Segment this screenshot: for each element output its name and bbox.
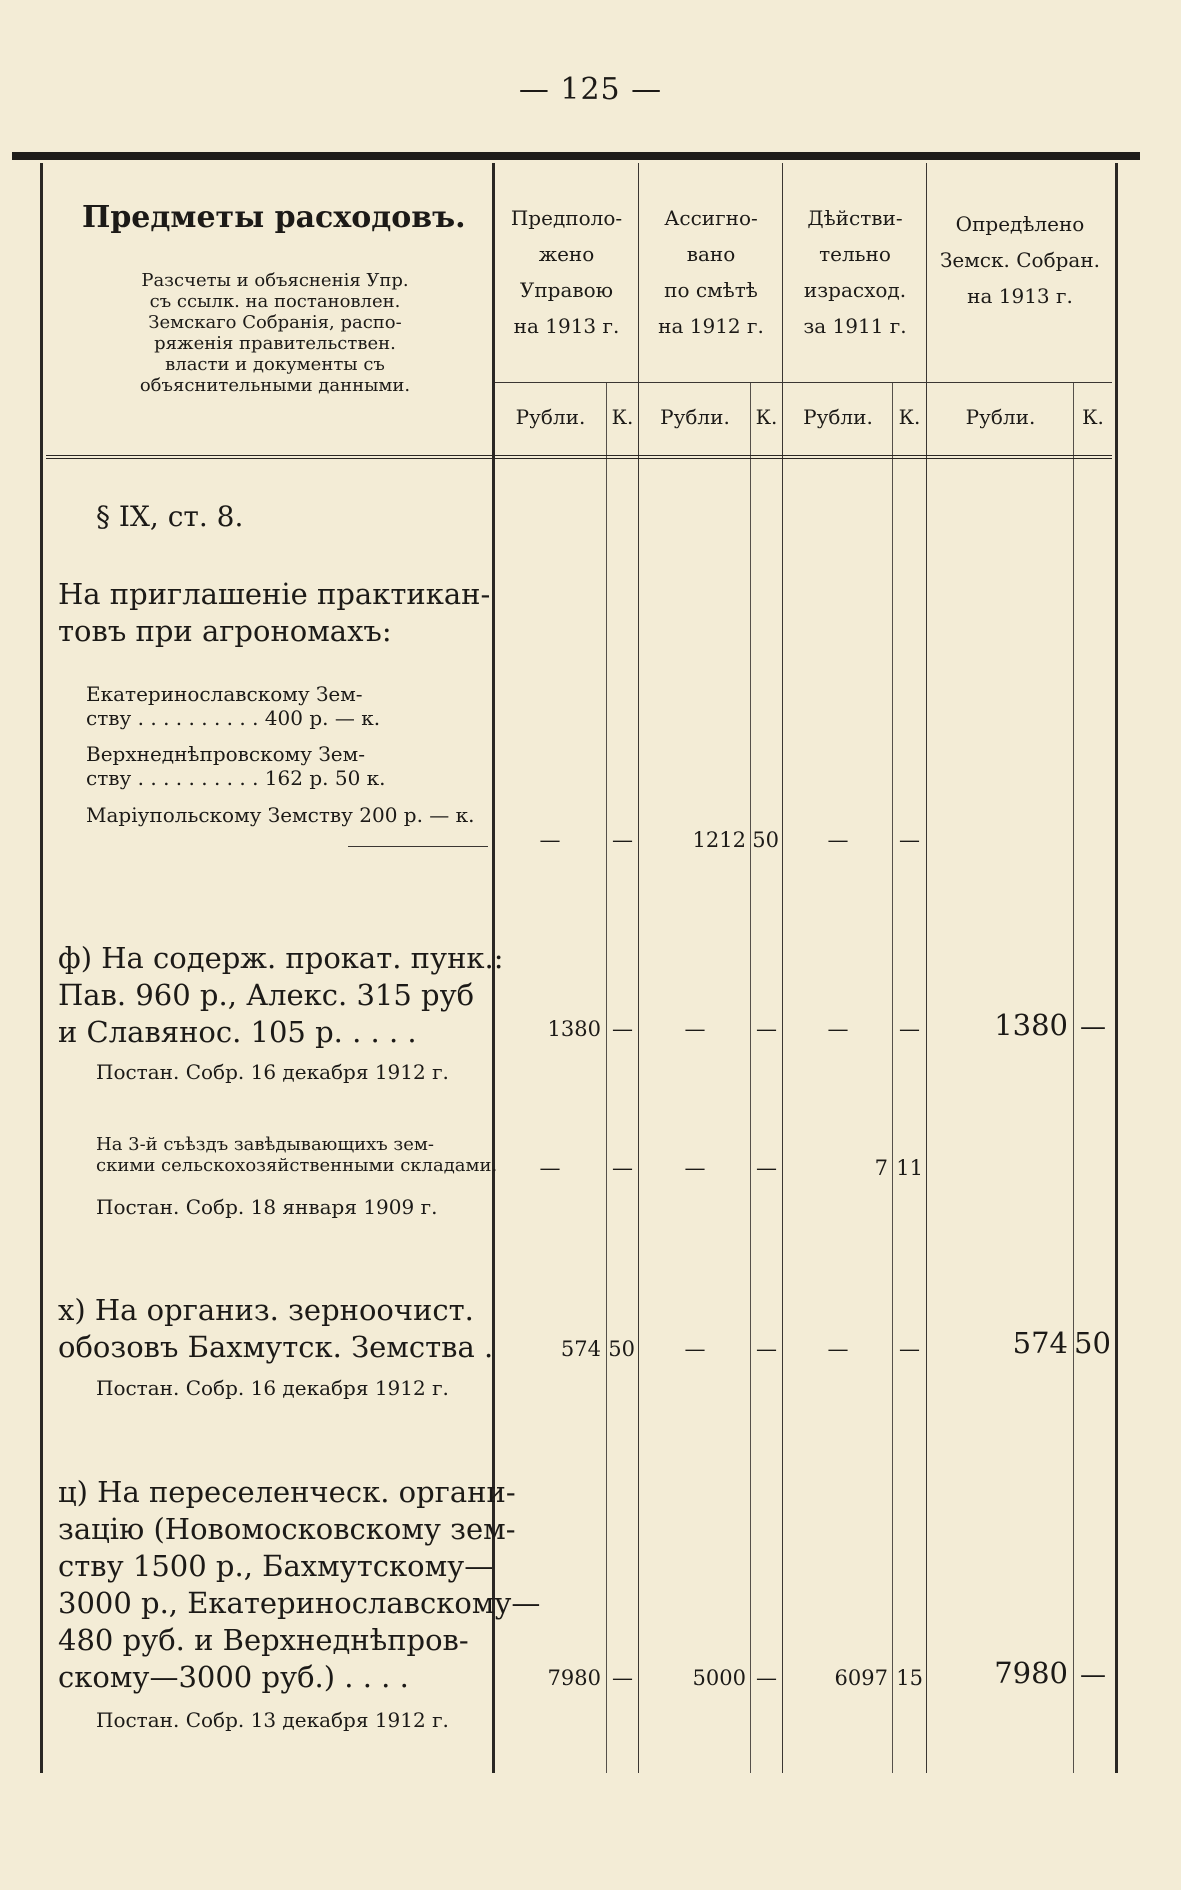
item2-proposed-rub: 1380 bbox=[547, 1017, 601, 1041]
kop-divider-2 bbox=[750, 382, 751, 1773]
item4-spent-rub: — bbox=[827, 1337, 849, 1361]
item1-proposed-rub: — bbox=[539, 828, 561, 852]
item2-determined-rub: 1380 bbox=[994, 1008, 1068, 1042]
column-header-spent: Дѣйстви- тельно израсход. за 1911 г. bbox=[803, 206, 907, 338]
unit-kop-2: К. bbox=[755, 405, 778, 429]
kop-divider-3 bbox=[892, 382, 893, 1773]
item1-assigned-kop: 50 bbox=[752, 828, 779, 852]
item4-assigned-rub: — bbox=[684, 1337, 706, 1361]
item2-spent-rub: — bbox=[827, 1017, 849, 1041]
item4-proposed-rub: 574 bbox=[560, 1337, 601, 1361]
item1-line: Екатеринославскому Зем- bbox=[86, 682, 363, 706]
header-subrule bbox=[495, 382, 1112, 383]
column-subtitle-items: Разсчеты и объясненія Упр. съ ссылк. на постановлен. Земскаго Собранія, распо- ряженія правительствен. власти и документы съ объяснительными данными. bbox=[139, 270, 411, 396]
page-number: — 125 — bbox=[518, 72, 663, 107]
section-heading: § IX, ст. 8. bbox=[96, 500, 244, 533]
item1-title: На приглашеніе практикан- товъ при агрономахъ: bbox=[58, 577, 491, 648]
item3-spent-kop: 11 bbox=[896, 1156, 923, 1180]
item5-spent-rub: 6097 bbox=[834, 1666, 888, 1690]
item4-determined-rub: 574 bbox=[1012, 1326, 1068, 1360]
kop-divider-4 bbox=[1073, 382, 1074, 1773]
header-bottom-rule bbox=[46, 455, 1112, 459]
item5-title: ц) На переселенческ. органи- зацію (Новомосковскому зем- ству 1500 р., Бахмутскому— 3000 р., Екатеринославскому— 480 руб. и Верхнеднѣпров- скому—3000 руб.) . . . . bbox=[58, 1475, 541, 1694]
item4-spent-kop: — bbox=[899, 1337, 920, 1361]
item1-line: ству . . . . . . . . . . 162 р. 50 к. bbox=[86, 766, 386, 790]
item4-title: х) На организ. зерноочист. обозовъ Бахмутск. Земства . bbox=[58, 1293, 494, 1364]
column-divider-1 bbox=[638, 163, 639, 1773]
item1-line: Верхнеднѣпровскому Зем- bbox=[86, 742, 365, 766]
item2-title: ф) На содерж. прокат. пунк.: Пав. 960 р., Алекс. 315 руб и Славянос. 105 р. . . . . bbox=[58, 941, 504, 1049]
item2-determined-kop: — bbox=[1080, 1012, 1106, 1042]
item1-sum-rule bbox=[348, 846, 488, 847]
item1-spent-rub: — bbox=[827, 828, 849, 852]
column-header-assigned: Ассигно- вано по смѣтѣ на 1912 г. bbox=[658, 206, 764, 338]
column-header-determined: Опредѣлено Земск. Собран. на 1913 г. bbox=[939, 212, 1101, 308]
item3-spent-rub: 7 bbox=[874, 1156, 888, 1180]
item2-spent-kop: — bbox=[899, 1017, 920, 1041]
item2-note: Постан. Собр. 16 декабря 1912 г. bbox=[96, 1060, 449, 1084]
kop-divider-1 bbox=[606, 382, 607, 1773]
item3-assigned-rub: — bbox=[684, 1156, 706, 1180]
item1-spent-kop: — bbox=[899, 828, 920, 852]
item5-determined-kop: — bbox=[1080, 1660, 1106, 1690]
column-divider-2 bbox=[782, 163, 783, 1773]
unit-kop-1: К. bbox=[611, 405, 634, 429]
item5-proposed-kop: — bbox=[612, 1666, 633, 1690]
item3-proposed-kop: — bbox=[612, 1156, 633, 1180]
unit-rub-4: Рубли. bbox=[965, 405, 1036, 429]
unit-kop-3: К. bbox=[898, 405, 921, 429]
item1-proposed-kop: — bbox=[612, 828, 633, 852]
item2-assigned-rub: — bbox=[684, 1017, 706, 1041]
item4-note: Постан. Собр. 16 декабря 1912 г. bbox=[96, 1376, 449, 1400]
unit-kop-4: К. bbox=[1082, 405, 1104, 429]
item5-proposed-rub: 7980 bbox=[547, 1666, 601, 1690]
item5-determined-rub: 7980 bbox=[994, 1656, 1068, 1690]
item1-line: Маріупольскому Земству 200 р. — к. bbox=[86, 803, 475, 827]
item2-assigned-kop: — bbox=[756, 1017, 777, 1041]
column-header-proposed: Предполо- жено Управою на 1913 г. bbox=[510, 206, 623, 338]
unit-rub-3: Рубли. bbox=[803, 405, 873, 429]
column-divider-3 bbox=[926, 163, 927, 1773]
item1-line: ству . . . . . . . . . . 400 р. — к. bbox=[86, 706, 381, 730]
item3-proposed-rub: — bbox=[539, 1156, 561, 1180]
item4-determined-kop: 50 bbox=[1074, 1326, 1111, 1360]
item5-note: Постан. Собр. 13 декабря 1912 г. bbox=[96, 1708, 449, 1732]
unit-rub-1: Рубли. bbox=[515, 405, 586, 429]
item2-proposed-kop: — bbox=[612, 1017, 633, 1041]
top-rule bbox=[12, 152, 1140, 160]
item1-assigned-rub: 1212 bbox=[692, 828, 746, 852]
item5-assigned-kop: — bbox=[756, 1666, 777, 1690]
item3-title: На 3-й съѣздъ завѣдывающихъ зем- скими сельскохозяйственными складами. bbox=[96, 1134, 498, 1176]
item5-spent-kop: 15 bbox=[896, 1666, 923, 1690]
item5-assigned-rub: 5000 bbox=[692, 1666, 746, 1690]
unit-rub-2: Рубли. bbox=[660, 405, 730, 429]
item3-note: Постан. Собр. 18 января 1909 г. bbox=[96, 1195, 438, 1219]
item4-proposed-kop: 50 bbox=[608, 1337, 635, 1361]
column-title-items: Предметы расходовъ. bbox=[82, 200, 466, 235]
item3-assigned-kop: — bbox=[756, 1156, 777, 1180]
item4-assigned-kop: — bbox=[756, 1337, 777, 1361]
